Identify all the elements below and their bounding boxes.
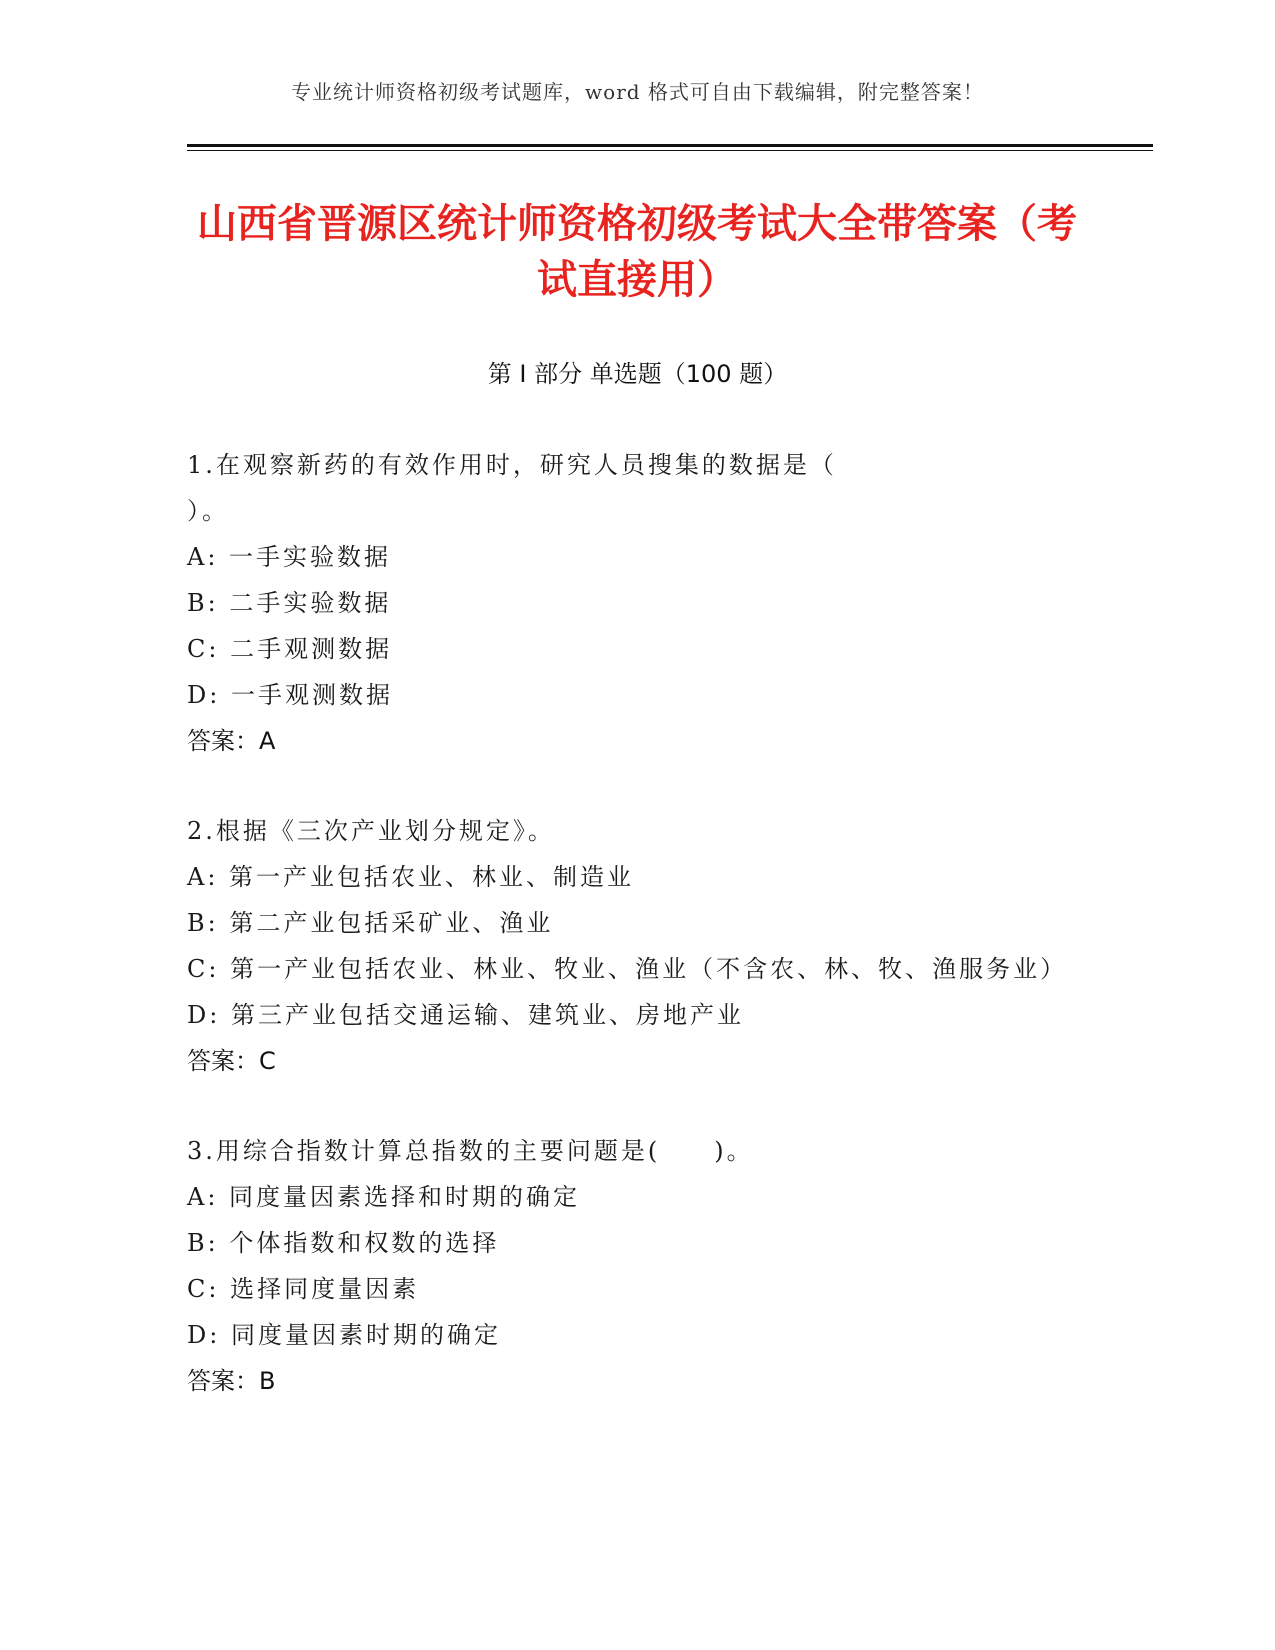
- question-item: [187, 808, 1087, 1084]
- option-d: D: 一手观测数据: [187, 681, 393, 709]
- option-a: A: 第一产业包括农业、林业、制造业: [187, 863, 635, 891]
- document-title: 山西省晋源区统计师资格初级考试大全带答案（考试直接用）: [197, 201, 1077, 303]
- question-list: [187, 442, 1087, 1448]
- option-a: A: 一手实验数据: [187, 543, 392, 571]
- section-title: 第 I 部分 单选题（100 题）: [487, 360, 788, 388]
- header-divider-thick: [187, 144, 1153, 147]
- question-stem: 3.用综合指数计算总指数的主要问题是( )。: [187, 1137, 754, 1165]
- option-b: B: 个体指数和权数的选择: [187, 1229, 500, 1257]
- answer-line: 答案：C: [187, 1047, 276, 1075]
- option-d: D: 第三产业包括交通运输、建筑业、房地产业: [187, 1001, 744, 1029]
- question-stem: 2.根据《三次产业划分规定》。: [187, 817, 555, 845]
- question-item: [187, 1128, 1087, 1404]
- header-note: 专业统计师资格初级考试题库，word 格式可自由下载编辑，附完整答案！: [291, 80, 984, 104]
- option-b: B: 二手实验数据: [187, 589, 392, 617]
- option-a: A: 同度量因素选择和时期的确定: [187, 1183, 581, 1211]
- answer-line: 答案：B: [187, 1367, 276, 1395]
- header-divider-thin: [187, 150, 1153, 151]
- question-item: [187, 442, 1087, 764]
- question-stem: 1.在观察新药的有效作用时，研究人员搜集的数据是（ ）。: [187, 451, 837, 525]
- option-b: B: 第二产业包括采矿业、渔业: [187, 909, 554, 937]
- option-d: D: 同度量因素时期的确定: [187, 1321, 501, 1349]
- option-c: C: 第一产业包括农业、林业、牧业、渔业（不含农、林、牧、渔服务业）: [187, 955, 1068, 983]
- option-c: C: 二手观测数据: [187, 635, 393, 663]
- answer-line: 答案：A: [187, 727, 276, 755]
- option-c: C: 选择同度量因素: [187, 1275, 420, 1303]
